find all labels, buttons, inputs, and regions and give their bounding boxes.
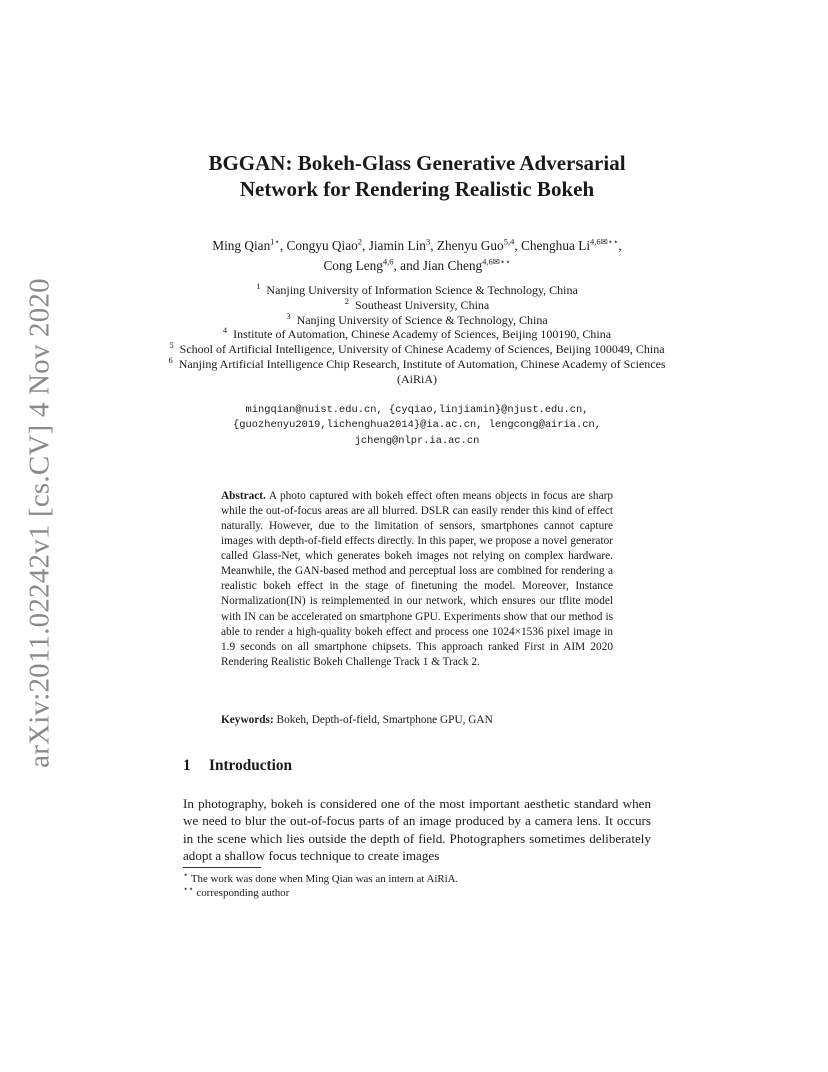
author-name: Chenghua Li — [520, 238, 591, 253]
paper-title — [160, 150, 674, 202]
email-line: jcheng@nlpr.ia.ac.cn — [354, 434, 480, 447]
affiliation-text: Southeast University, China — [355, 297, 490, 312]
affiliation-number: 1 — [256, 281, 261, 291]
author-separator: , — [618, 238, 622, 253]
email-line: {guozhenyu2019,lichenghua2014}@ia.ac.cn, lengcong@airia.cn, — [233, 419, 601, 432]
author-separator: , — [279, 238, 287, 253]
affiliation-text: Nanjing University of Science & Technology, China — [296, 312, 548, 327]
arxiv-stamp — [14, 277, 66, 768]
email-line: mingqian@nuist.edu.cn, {cyqiao,linjiamin}@njust.edu.cn, — [245, 404, 589, 416]
affiliation-item — [160, 327, 674, 342]
section-heading — [183, 757, 292, 775]
author-name: Jiamin Lin — [368, 238, 426, 253]
section-title: Introduction — [209, 757, 293, 774]
author-list — [160, 236, 674, 276]
affiliation-number: 3 — [286, 310, 291, 321]
abstract — [221, 489, 613, 670]
footnote-rule — [183, 867, 261, 868]
author-separator: , — [430, 238, 437, 253]
affiliation-text: Institute of Automation, Chinese Academy of Sciences, Beijing 100190, China — [233, 327, 612, 342]
author-affil-mark: 4,6✉⋆⋆ — [590, 236, 619, 247]
affiliation-number: 2 — [344, 295, 350, 306]
keywords — [221, 713, 613, 728]
affiliation-list — [160, 283, 674, 387]
affiliation-number: 6 — [168, 354, 173, 365]
author-separator: , — [362, 238, 369, 253]
author-affil-mark: 5,4 — [503, 236, 515, 247]
arxiv-stamp-text: arXiv:2011.02242v1 [cs.CV] 4 Nov 2020 — [23, 277, 56, 768]
title-line-1: BGGAN: Bokeh-Glass Generative Adversarial — [208, 151, 626, 175]
intro-paragraph: In photography, bokeh is considered one of the most important aesthetic standard when we need to blur the out-of-focus parts of an image produced by a camera lens. It occurs in the scene which lies outside the depth of field. Photographers sometimes deliberately adopt a shallow focus technique to create images — [183, 796, 651, 864]
author-affil-mark: 4,6✉⋆⋆ — [482, 256, 511, 267]
footnote-text: corresponding author — [196, 887, 290, 899]
abstract-text: A photo captured with bokeh effect often means objects in focus are sharp while the out-of-focus areas are all blurred. DSLR can easily render this kind of effect naturally. However, due to the limitation of sensors, smartphones cannot capture images with depth-of-field effects directly. In this paper, we propose a novel generator called Glass-Net, which generates bokeh images not relying on complex hardware. Meanwhile, the GAN-based method and perceptual loss are combined for rendering a realistic bokeh effect in the stage of finetuning the model. Moreover, Instance Normalization(IN) is reimplemented in our network, which ensures our tflite model with IN can be accelerated on smartphone GPU. Experiments show that our method is able to render a high-quality bokeh effect and process one 1024×1536 pixel image in 1.9 seconds on all smartphone chipsets. This approach ranked First in AIM 2020 Rendering Realistic Bokeh Challenge Track 1 & Track 2. — [221, 490, 614, 668]
email-list — [160, 403, 674, 449]
affiliation-number: 5 — [169, 340, 174, 351]
affiliation-item — [160, 310, 674, 328]
affiliation-number: 4 — [222, 325, 228, 336]
author-name: Zhenyu Guo — [436, 238, 504, 253]
author-affil-mark: 2 — [357, 236, 363, 247]
author-affil-mark: 4,6 — [382, 256, 394, 267]
author-name: Congyu Qiao — [286, 238, 358, 253]
author-affil-mark: 3 — [425, 236, 431, 247]
keywords-label: Keywords: — [221, 714, 274, 726]
author-separator: , — [514, 238, 521, 253]
footnote — [183, 869, 651, 886]
abstract-label: Abstract. — [221, 490, 266, 502]
author-name: Jian Cheng — [422, 258, 483, 273]
author-affil-mark: 1⋆ — [270, 236, 280, 247]
affiliation-item — [160, 295, 674, 313]
section-number: 1 — [183, 757, 191, 774]
keywords-text: Bokeh, Depth-of-field, Smartphone GPU, GAN — [276, 714, 493, 726]
author-name: Ming Qian — [212, 238, 271, 253]
affiliation-item — [160, 342, 674, 357]
footnote-mark: ⋆ — [183, 869, 189, 880]
affiliation-item — [160, 283, 674, 298]
title-line-2: Network for Rendering Realistic Bokeh — [239, 177, 595, 201]
author-separator: , and — [393, 258, 423, 273]
author-name: Cong Leng — [323, 258, 383, 273]
affiliation-text: Nanjing University of Information Science & Technology, China — [266, 283, 578, 297]
affiliation-item — [160, 354, 674, 387]
footnote-text: The work was done when Ming Qian was an intern at AiRiA. — [190, 873, 459, 885]
affiliation-text: School of Artificial Intelligence, University of Chinese Academy of Sciences, Beijing 100049, China — [179, 342, 665, 357]
affiliation-text: Nanjing Artificial Intelligence Chip Research, Institute of Automation, Chinese Academy of Sciences (AiRiA) — [178, 356, 666, 386]
footnote-mark: ⋆⋆ — [183, 883, 194, 894]
footnote — [183, 883, 651, 900]
